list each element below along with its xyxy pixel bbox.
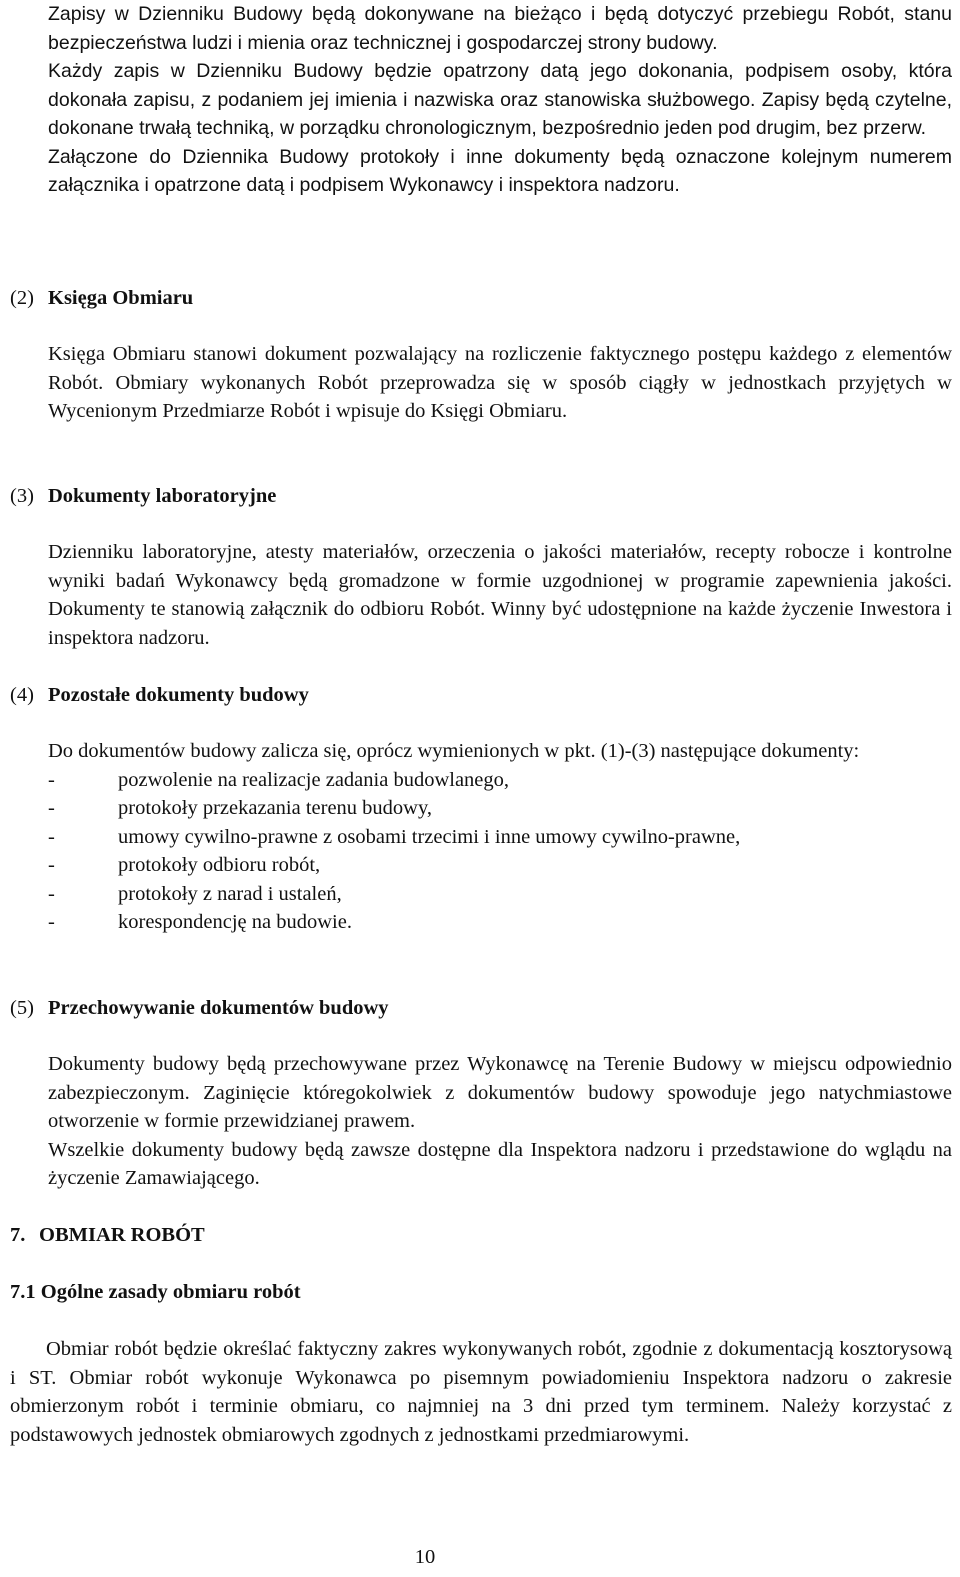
list-dash: -: [48, 911, 55, 933]
subchapter-title: 7.1 Ogólne zasady obmiaru robót: [10, 1281, 301, 1303]
list-dash: -: [48, 768, 55, 791]
section-number: (3): [10, 485, 34, 507]
section-number: (2): [10, 287, 34, 309]
list-item: [48, 908, 952, 937]
section-body-2: [48, 340, 952, 426]
subchapter-heading: [10, 1278, 301, 1307]
section-heading-3: [10, 482, 276, 511]
chapter-title: OBMIAR ROBÓT: [39, 1224, 205, 1246]
intro-paragraph-2: [48, 57, 952, 143]
list-item: [48, 794, 952, 823]
page-number: 10: [414, 1546, 436, 1568]
section-heading-2: [10, 284, 193, 313]
list-item: [48, 823, 952, 852]
list-item: [48, 880, 952, 909]
chapter-number: 7.: [10, 1224, 26, 1246]
section-paragraph-2: Wszelkie dokumenty budowy będą zawsze dostępne dla Inspektora nadzoru i przedstawione do wglądu na życzenie Zamawiającego.: [48, 1138, 952, 1189]
intro-paragraph-2-text: Każdy zapis w Dzienniku Budowy będzie opatrzony datą jego dokonania, podpisem osoby, która dokonała zapisu, z podaniem jej imienia i nazwiska oraz stanowiska służbowego.: [48, 60, 952, 111]
list-item-text: protokoły przekazania terenu budowy,: [118, 797, 433, 819]
list-item-text: protokoły odbioru robót,: [118, 854, 321, 876]
list-dash: -: [48, 854, 55, 876]
section-paragraph: Dzienniku laboratoryjne, atesty materiałów, orzeczenia o jakości materiałów, recepty robocze i kontrolne wyniki badań Wykonawcy będą gromadzone w formie uzgodnionej w programie zapewnienia jakości. Dokumenty te stanowią załącznik do odbioru Robót. Winny być udostępnione na każde życzenie Inwestora i inspektora nadzoru.: [48, 541, 952, 649]
list-dash: -: [48, 882, 55, 905]
list-dash: -: [48, 797, 55, 819]
list-dash: -: [48, 825, 55, 848]
document-list: [48, 766, 952, 937]
section-title: Pozostałe dokumenty budowy: [48, 684, 309, 706]
section-title: Dokumenty laboratoryjne: [48, 485, 277, 507]
section-body-5: [48, 1050, 952, 1193]
section-paragraph: Do dokumentów budowy zalicza się, oprócz wymienionych w pkt. (1)-(3) następujące dokumenty:: [48, 740, 860, 762]
intro-paragraph-3: Załączone do Dziennika Budowy protokoły i inne dokumenty będą oznaczone kolejnym numerem załącznika i opatrzone datą i podpisem Wykonawcy i inspektora nadzoru.: [48, 145, 952, 196]
section-body-4: [48, 737, 952, 937]
section-title: Przechowywanie dokumentów budowy: [48, 997, 389, 1019]
section-title: Księga Obmiaru: [48, 287, 194, 309]
list-item: [48, 851, 952, 880]
list-item-text: umowy cywilno-prawne z osobami trzecimi i inne umowy cywilno-prawne,: [118, 825, 741, 848]
list-item: [48, 766, 952, 795]
section-heading-5: [10, 994, 389, 1023]
section-paragraph: Dokumenty budowy będą przechowywane przez Wykonawcę na Terenie Budowy w miejscu odpowiednio zabezpieczonym. Zaginięcie któregokolwiek z dokumentów budowy spowoduje jego natychmiastowe otworzenie w formie przewidzianej prawem.: [48, 1053, 952, 1132]
section-number: (4): [10, 684, 34, 706]
subchapter-paragraph: Obmiar robót będzie określać faktyczny zakres wykonywanych robót, zgodnie z dokumentacją kosztorysową i ST. Obmiar robót wykonuje Wykonawca po pisemnym powiadomieniu Inspektora nadzoru o zakresie obmierzonym robót i terminie obmiaru, co najmniej na 3 dni przed tym terminem. Należy korzystać z podstawowych jednostek obmiarowych zgodnych z jednostkami przedmiarowymi.: [10, 1338, 952, 1446]
list-item-text: protokoły z narad i ustaleń,: [118, 882, 342, 905]
intro-paragraph-1: Zapisy w Dzienniku Budowy będą dokonywane na bieżąco i będą dotyczyć przebiegu Robót, stanu bezpieczeństwa ludzi i mienia oraz technicznej i gospodarczej strony budowy.: [48, 3, 952, 54]
subchapter-body: [10, 1335, 952, 1449]
section-heading-4: [10, 681, 309, 710]
section-body-3: [48, 538, 952, 652]
section-number: (5): [10, 997, 34, 1019]
intro-block: [48, 0, 952, 200]
section-paragraph: Księga Obmiaru stanowi dokument pozwalający na rozliczenie faktycznego postępu każdego z elementów Robót. Obmiary wykonanych Robót przeprowadza się w sposób ciągły w jednostkach przyjętych w Wycenionym Przedmiarze Robót i wpisuje do Księgi Obmiaru.: [48, 343, 952, 422]
list-item-text: pozwolenie na realizacje zadania budowlanego,: [118, 768, 510, 791]
intro-paragraph-2b-text: Zapisy będą czytelne, dokonane trwałą techniką, w porządku chronologicznym, bezpośrednio jeden pod drugim, bez przerw.: [48, 88, 953, 139]
list-item-text: korespondencję na budowie.: [118, 911, 352, 933]
chapter-heading: [10, 1221, 205, 1250]
